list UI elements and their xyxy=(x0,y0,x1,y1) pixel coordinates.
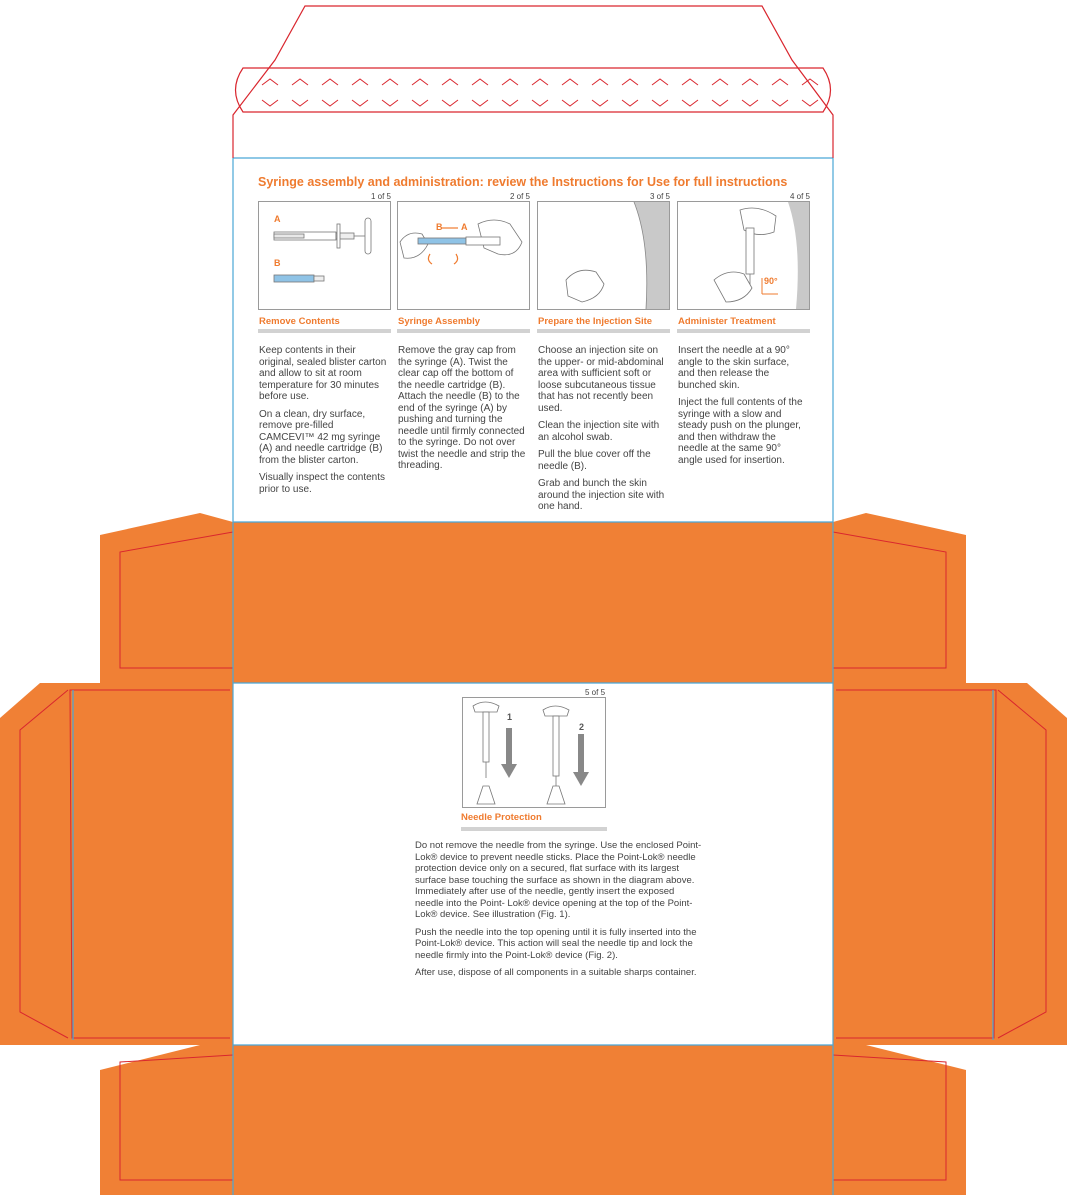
paragraph: Push the needle into the top opening until it is fully inserted into the Point-Lok® device. This action will seal the needle tip and lock the needle firmly into the Point-Lok® device (Fig. 2). xyxy=(415,926,697,961)
right-side-flap xyxy=(833,683,1067,1045)
paragraph: After use, dispose of all components in a suitable sharps container. xyxy=(415,967,697,978)
hand-icon xyxy=(566,270,604,302)
instructions-heading: Syringe assembly and administration: review the Instructions for Use for full instructions xyxy=(258,175,788,189)
step-title: Syringe Assembly xyxy=(398,316,481,327)
paragraph: Visually inspect the contents prior to use. xyxy=(259,472,386,495)
step-body xyxy=(259,345,389,501)
label-b: B xyxy=(436,222,443,232)
step-body xyxy=(538,345,668,519)
syringe-icon xyxy=(274,218,371,254)
needle-cartridge-icon xyxy=(274,275,324,282)
bottom-orange-panel xyxy=(233,1045,833,1195)
injecting-syringe-icon xyxy=(714,208,776,302)
paragraph: Clean the injection site with an alcohol swab. xyxy=(538,420,660,443)
step-title: Prepare the Injection Site xyxy=(538,316,653,327)
paragraph: Choose an injection site on the upper- or mid-abdominal area with sufficient soft or loose subcutaneous tissue that has not recently been used. xyxy=(538,345,664,414)
angle-label: 90° xyxy=(764,276,778,286)
paragraph: Pull the blue cover off the needle (B). xyxy=(538,449,651,472)
divider xyxy=(258,329,391,333)
down-arrow-icon xyxy=(501,728,517,778)
top-tuck-flap xyxy=(233,6,833,158)
label-a: A xyxy=(461,222,468,232)
fig-1-label: 1 xyxy=(507,712,513,722)
paragraph: Keep contents in their original, sealed blister carton and allow to sit at room temperature for 30 minutes before use. xyxy=(259,345,387,402)
paragraph: Inject the full contents of the syringe with a slow and steady push on the plunger, and then withdraw the needle at the same 90° angle used for insertion. xyxy=(678,397,803,466)
fig-2-label: 2 xyxy=(579,722,585,732)
syringe-locked-icon xyxy=(543,706,569,804)
down-arrow-icon xyxy=(573,734,589,786)
step-number: 4 of 5 xyxy=(789,192,810,201)
abdomen-icon xyxy=(538,202,669,309)
remove-contents-illustration xyxy=(258,201,391,310)
step-body xyxy=(415,840,705,985)
label-a: A xyxy=(274,214,281,224)
paragraph: Grab and bunch the skin around the injection site with one hand. xyxy=(538,478,665,512)
paragraph: On a clean, dry surface, remove pre-filled CAMCEVI™ 42 mg syringe (A) and needle cartridge (B) from the blister carton. xyxy=(259,408,383,466)
step-title: Needle Protection xyxy=(461,812,542,823)
left-side-flap xyxy=(0,683,233,1045)
step-title: Administer Treatment xyxy=(678,316,776,327)
step-body xyxy=(398,345,528,478)
syringe-into-device-icon xyxy=(473,702,499,804)
divider xyxy=(677,329,810,333)
step-number: 3 of 5 xyxy=(649,192,670,201)
administer-illustration xyxy=(677,201,810,310)
divider xyxy=(397,329,530,333)
divider xyxy=(537,329,670,333)
paragraph: Remove the gray cap from the syringe (A). Twist the clear cap off the bottom of the needle cartridge (B). Attach the needle (B) to the end of the syringe (A) by pushing and turning the needle until firmly connected to the syringe. Do not over twist the needle and strip the threading. xyxy=(398,345,526,471)
step-title: Remove Contents xyxy=(259,316,340,327)
step-number: 2 of 5 xyxy=(509,192,530,201)
label-b: B xyxy=(274,258,281,268)
step-body xyxy=(678,345,808,472)
upper-orange-panel xyxy=(233,522,833,683)
step-number: 5 of 5 xyxy=(585,688,606,697)
injection-site-illustration xyxy=(537,201,670,310)
needle-protection-illustration xyxy=(462,697,606,808)
divider xyxy=(461,827,607,831)
syringe-assembly-illustration xyxy=(397,201,530,310)
paragraph: Insert the needle at a 90° angle to the skin surface, and then release the bunched skin. xyxy=(678,345,790,391)
step-number: 1 of 5 xyxy=(370,192,391,201)
paragraph: Do not remove the needle from the syringe. Use the enclosed Point-Lok® device to prevent needle sticks. Place the Point-Lok® needle protection device only on a secured, flat surface with its largest surface base touching the surface as shown in the diagram above. Immediately after use of the needle, gently insert the exposed needle into the Point- Lok® device opening at the top of the Point-Lok® device. See illustration (Fig. 1). xyxy=(415,840,702,920)
